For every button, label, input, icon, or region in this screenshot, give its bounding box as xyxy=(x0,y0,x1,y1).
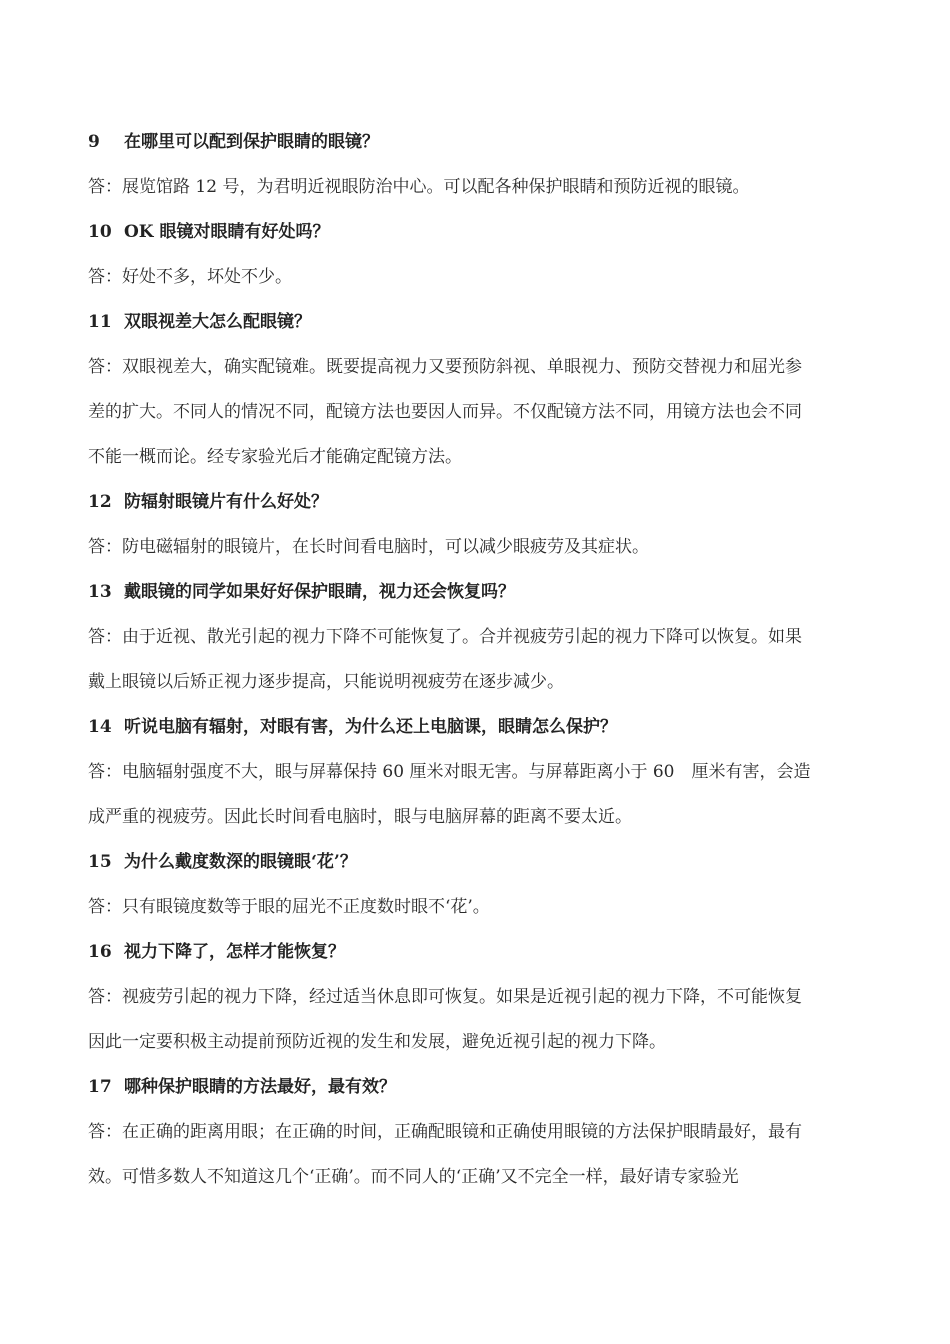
answer-line: 答：视疲劳引起的视力下降，经过适当休息即可恢复。如果是近视引起的视力下降，不可能恢复 xyxy=(88,987,802,1007)
question-number: 17 xyxy=(88,1077,112,1097)
question-heading xyxy=(88,300,862,345)
answer-line: 答：由于近视、散光引起的视力下降不可能恢复了。合并视疲劳引起的视力下降可以恢复。如果 xyxy=(88,627,802,647)
document-page xyxy=(88,120,862,1200)
answer-line: 差的扩大。不同人的情况不同，配镜方法也要因人而异。不仅配镜方法不同，用镜方法也会不同 xyxy=(88,402,802,422)
question-heading xyxy=(88,570,862,615)
question-number: 13 xyxy=(88,582,112,602)
question-number: 12 xyxy=(88,492,112,512)
qa-item-10 xyxy=(88,210,862,300)
question-heading xyxy=(88,210,862,255)
question-number: 11 xyxy=(88,312,112,332)
question-text: 双眼视差大怎么配眼镜？ xyxy=(124,312,311,332)
answer-line: 戴上眼镜以后矫正视力逐步提高，只能说明视疲劳在逐步减少。 xyxy=(88,672,564,692)
question-text: 哪种保护眼睛的方法最好，最有效？ xyxy=(124,1077,396,1097)
question-number: 15 xyxy=(88,852,112,872)
answer-line: 答：好处不多，坏处不少。 xyxy=(88,267,292,287)
answer-line: 成严重的视疲劳。因此长时间看电脑时，眼与电脑屏幕的距离不要太近。 xyxy=(88,807,632,827)
qa-item-9 xyxy=(88,120,862,210)
question-text: 听说电脑有辐射，对眼有害，为什么还上电脑课，眼睛怎么保护？ xyxy=(124,717,617,737)
answer-line: 答：防电磁辐射的眼镜片，在长时间看电脑时，可以减少眼疲劳及其症状。 xyxy=(88,537,649,557)
qa-item-15 xyxy=(88,840,862,930)
question-heading xyxy=(88,1065,862,1110)
question-heading xyxy=(88,930,862,975)
qa-item-16 xyxy=(88,930,862,1065)
answer-line: 效。可惜多数人不知道这几个‘正确’。而不同人的‘正确’又不完全一样，最好请专家验光 xyxy=(88,1167,739,1187)
question-heading xyxy=(88,120,862,165)
answer-line: 答：只有眼镜度数等于眼的屈光不正度数时眼不‘花’。 xyxy=(88,897,490,917)
question-heading xyxy=(88,840,862,885)
question-text: 为什么戴度数深的眼镜眼‘花’？ xyxy=(124,852,357,872)
question-heading xyxy=(88,480,862,525)
question-text: 在哪里可以配到保护眼睛的眼镜？ xyxy=(124,132,379,152)
qa-item-11 xyxy=(88,300,862,480)
question-number: 10 xyxy=(88,222,112,242)
qa-item-14 xyxy=(88,705,862,840)
question-heading xyxy=(88,705,862,750)
question-text: 戴眼镜的同学如果好好保护眼睛，视力还会恢复吗？ xyxy=(124,582,515,602)
answer-line: 答：展览馆路 12 号，为君明近视眼防治中心。可以配各种保护眼睛和预防近视的眼镜。 xyxy=(88,177,750,197)
answer-line: 答：双眼视差大，确实配镜难。既要提高视力又要预防斜视、单眼视力、预防交替视力和屈光参 xyxy=(88,357,802,377)
qa-item-12 xyxy=(88,480,862,570)
answer-line: 不能一概而论。经专家验光后才能确定配镜方法。 xyxy=(88,447,462,467)
question-number: 16 xyxy=(88,942,112,962)
question-number: 14 xyxy=(88,717,112,737)
question-text: OK 眼镜对眼睛有好处吗？ xyxy=(124,222,330,242)
qa-item-17 xyxy=(88,1065,862,1200)
question-number: 9 xyxy=(88,132,100,152)
qa-item-13 xyxy=(88,570,862,705)
question-text: 防辐射眼镜片有什么好处？ xyxy=(124,492,328,512)
answer-line: 答：在正确的距离用眼；在正确的时间，正确配眼镜和正确使用眼镜的方法保护眼睛最好，最有 xyxy=(88,1122,802,1142)
answer-line: 答：电脑辐射强度不大，眼与屏幕保持 60 厘米对眼无害。与屏幕距离小于 60 厘米有害，会造 xyxy=(88,762,811,782)
question-text: 视力下降了，怎样才能恢复？ xyxy=(124,942,345,962)
answer-line: 因此一定要积极主动提前预防近视的发生和发展，避免近视引起的视力下降。 xyxy=(88,1032,666,1052)
